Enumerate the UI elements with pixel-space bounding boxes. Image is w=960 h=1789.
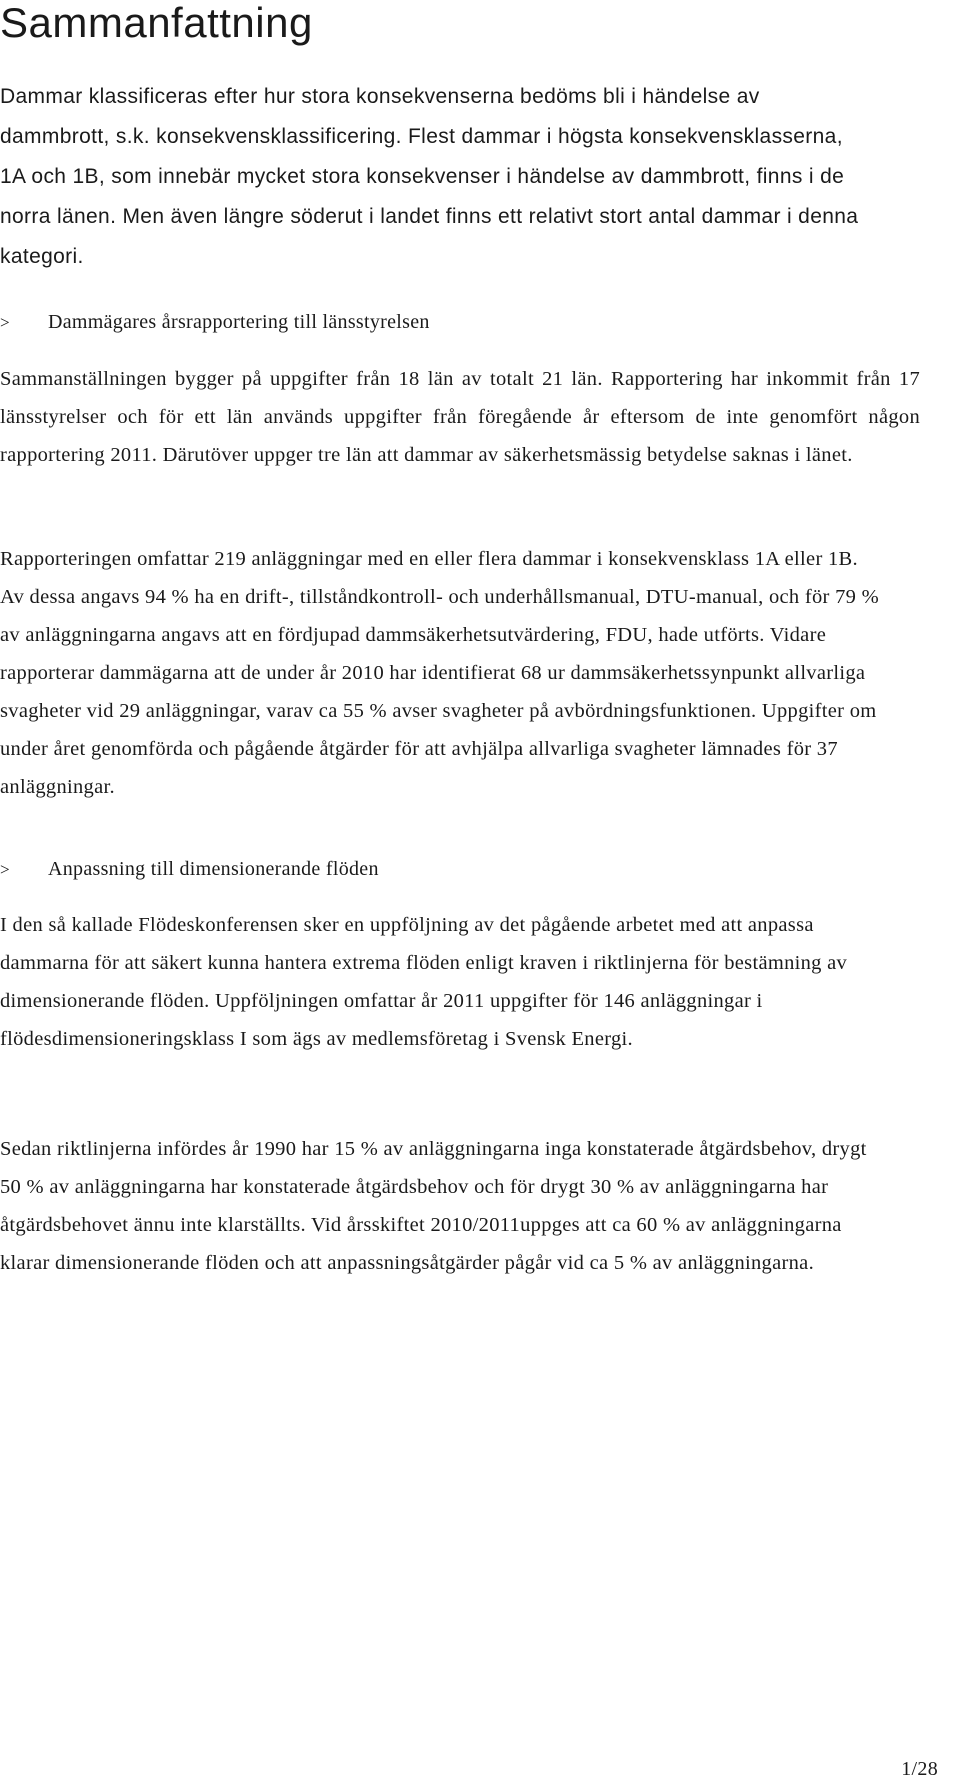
section-heading-text: Dammägares årsrapportering till länsstyrelsen bbox=[48, 311, 430, 333]
body-paragraph: I den så kallade Flödeskonferensen sker en uppföljning av det pågående arbetet med att anpassa dammarna för att säkert kunna hantera extrema flöden enligt kraven i riktlinjerna för bestämning av dimensionerande flöden. Uppföljningen omfattar år 2011 uppgifter för 146 anläggningar i flödesdimensioneringsklass I som ägs av medlemsföretag i Svensk Energi. bbox=[0, 914, 848, 1050]
intro-paragraph: Dammar klassificeras efter hur stora konsekvenserna bedöms bli i händelse av dammbrott, s.k. konsekvensklassificering. Flest dammar i högsta konsekvensklasserna, 1A och 1B, som innebär mycket stora konsekvenser i händelse av dammbrott, finns i de norra länen. Men även längre söderut i landet finns ett relativt stort antal dammar i denna kategori. bbox=[0, 85, 859, 268]
bullet-marker: > bbox=[0, 860, 10, 879]
page-title: Sammanfattning bbox=[0, 0, 313, 46]
body-paragraph: Rapporteringen omfattar 219 anläggningar med en eller flera dammar i konsekvensklass 1A eller 1B. Av dessa angavs 94 % ha en drift-, tillståndkontroll- och underhållsmanual, DTU-manual, och för 79 % av anläggningarna angavs att en fördjupad dammsäkerhetsutvärdering, FDU, hade utförts. Vidare rapporterar dammägarna att de under år 2010 har identifierat 68 ur dammsäkerhetssynpunkt allvarliga svagheter vid 29 anläggningar, varav ca 55 % avser svagheter på avbördningsfunktionen. Uppgifter om under året genomförda och pågående åtgärder för att avhjälpa allvarliga svagheter lämnades för 37 anläggningar. bbox=[0, 548, 880, 798]
body-paragraph: Sammanställningen bygger på uppgifter från 18 län av totalt 21 län. Rapportering har inkommit från 17 länsstyrelser och för ett län används uppgifter från föregående år eftersom de inte genomfört någon rapportering 2011. Därutöver uppger tre län att dammar av säkerhetsmässig betydelse saknas i länet. bbox=[0, 368, 920, 466]
page-number: 1/28 bbox=[901, 1758, 938, 1780]
section-heading-annual-reporting bbox=[0, 310, 430, 335]
bullet-marker: > bbox=[0, 313, 10, 332]
section-heading-design-flows bbox=[0, 857, 379, 882]
section-heading-text: Anpassning till dimensionerande flöden bbox=[48, 858, 379, 880]
body-paragraph: Sedan riktlinjerna infördes år 1990 har 15 % av anläggningarna inga konstaterade åtgärdsbehov, drygt 50 % av anläggningarna har konstaterade åtgärdsbehov och för drygt 30 % av anläggningarna har åtgärdsbehovet ännu inte klarställts. Vid årsskiftet 2010/2011uppges att ca 60 % av anläggningarna klarar dimensionerande flöden och att anpassningsåtgärder pågår vid ca 5 % av anläggningarna. bbox=[0, 1138, 867, 1274]
